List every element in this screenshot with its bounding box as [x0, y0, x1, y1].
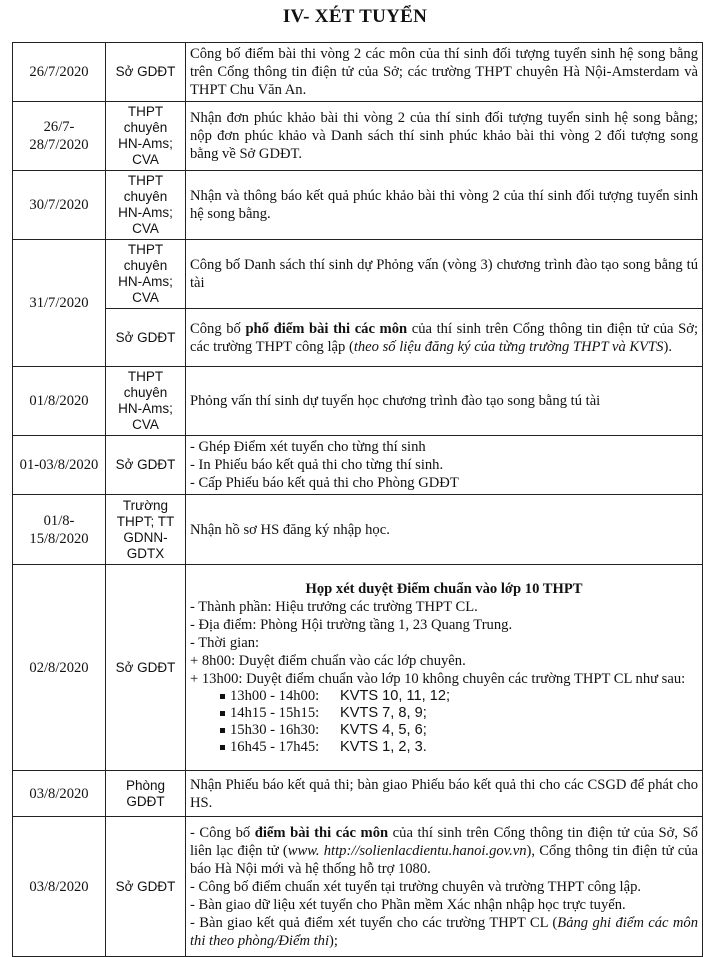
date-cell: 30/7/2020 — [13, 171, 106, 240]
table-row — [13, 565, 703, 771]
agency-cell: Sở GDĐT — [106, 43, 186, 102]
list-item — [230, 722, 698, 739]
content-cell: Nhận và thông báo kết quả phúc khảo bài thi vòng 2 của thí sinh đối tượng tuyển sinh hệ song bằng. — [186, 171, 703, 240]
content-cell: Phỏng vấn thí sinh dự tuyển học chương trình đào tạo song bằng tú tài — [186, 367, 703, 436]
list-item — [230, 705, 698, 722]
table-row — [13, 309, 703, 367]
content-cell: Nhận Phiếu báo kết quả thi; bàn giao Phiếu báo kết quả thi cho các CSGD để phát cho HS. — [186, 771, 703, 817]
list-item — [230, 739, 698, 756]
table-row — [13, 771, 703, 817]
date-cell: 02/8/2020 — [13, 565, 106, 771]
agency-cell: Phòng GDĐT — [106, 771, 186, 817]
table-row — [13, 367, 703, 436]
date-cell: 01-03/8/2020 — [13, 436, 106, 495]
text-run: ). — [663, 338, 672, 355]
italic-text: Bảng ghi điểm các môn thi theo phòng/Điểm thi — [190, 914, 698, 949]
table-row — [13, 240, 703, 309]
content-cell: Nhận hồ sơ HS đăng ký nhập học. — [186, 495, 703, 565]
text-run: của thí sinh trên Cổng thông tin điện tử của Sở; các trường THPT công lập ( — [190, 320, 699, 355]
content-line: - Thời gian: — [190, 634, 260, 651]
slot-kvts: KVTS 10, 11, 12; — [340, 687, 451, 704]
slot-time: 13h00 - 14h00: — [230, 687, 320, 704]
date-cell: 03/8/2020 — [13, 817, 106, 957]
content-line: - Công bố điểm chuẩn xét tuyển tại trường chuyên và trường THPT công lập. — [190, 878, 642, 895]
text-run: - Công bố — [190, 824, 255, 841]
slot-time: 16h45 - 17h45: — [230, 738, 320, 755]
time-slot-list — [190, 688, 698, 756]
list-item — [230, 688, 698, 705]
agency-cell: Sở GDĐT — [106, 565, 186, 771]
content-cell: Nhận đơn phúc khảo bài thi vòng 2 của thí sinh đối tượng tuyển sinh hệ song bằng; nộp đơn phúc khảo và Danh sách thí sinh phúc khảo bài thi vòng 2 đối tượng song bằng về Sở GDĐT. — [186, 102, 703, 171]
content-line: + 8h00: Duyệt điểm chuẩn vào các lớp chuyên. — [190, 652, 466, 669]
content-line: - Cấp Phiếu báo kết quả thi cho Phòng GDĐT — [190, 475, 459, 491]
agency-cell: Sở GDĐT — [106, 309, 186, 367]
agency-cell: Sở GDĐT — [106, 817, 186, 957]
content-cell — [186, 436, 703, 495]
content-line: - Địa điểm: Phòng Hội trường tầng 1, 23 Quang Trung. — [190, 616, 513, 633]
schedule-table — [12, 42, 703, 957]
content-line: - Bàn giao dữ liệu xét tuyển cho Phần mềm Xác nhận nhập học trực tuyến. — [190, 896, 626, 913]
content-line: - Ghép Điểm xét tuyển cho từng thí sinh — [190, 439, 426, 455]
text-run: Công bố — [190, 320, 246, 337]
agency-cell: THPT chuyên HN-Ams; CVA — [106, 171, 186, 240]
slot-kvts: KVTS 7, 8, 9; — [340, 704, 427, 721]
agency-cell: THPT chuyên HN-Ams; CVA — [106, 102, 186, 171]
content-line: + 13h00: Duyệt điểm chuẩn vào lớp 10 không chuyên các trường THPT CL như sau: — [190, 670, 686, 687]
slot-time: 14h15 - 15h15: — [230, 704, 320, 721]
content-line: - In Phiếu báo kết quả thi cho từng thí sinh. — [190, 457, 444, 473]
text-run: ); — [329, 932, 338, 949]
date-cell: 31/7/2020 — [13, 240, 106, 367]
date-cell: 03/8/2020 — [13, 771, 106, 817]
text-run: - Bàn giao kết quả điểm xét tuyển cho các trường THPT CL ( — [190, 914, 558, 931]
link-text: www. http://solienlacdientu.hanoi.gov.vn — [287, 842, 527, 859]
text-run: ), Cổng thông tin điện tử của báo Hà Nội mới và hệ thống hỗ trợ 1080. — [190, 842, 699, 877]
bold-text: phổ điểm bài thi các môn — [245, 320, 408, 337]
slot-kvts: KVTS 1, 2, 3. — [340, 738, 427, 755]
table-row — [13, 495, 703, 565]
content-line — [190, 914, 698, 950]
date-cell: 26/7/2020 — [13, 43, 106, 102]
table-row — [13, 43, 703, 102]
table-row — [13, 817, 703, 957]
agency-cell: Trường THPT; TT GDNN-GDTX — [106, 495, 186, 565]
agency-cell: THPT chuyên HN-Ams; CVA — [106, 240, 186, 309]
date-cell: 01/8/2020 — [13, 367, 106, 436]
section-heading: IV- XÉT TUYỂN — [282, 6, 428, 27]
content-cell — [186, 309, 703, 367]
agency-cell: THPT chuyên HN-Ams; CVA — [106, 367, 186, 436]
table-row — [13, 102, 703, 171]
content-line: - Thành phần: Hiệu trưởng các trường THPT CL. — [190, 598, 478, 615]
italic-text: theo số liệu đăng ký của từng trường THPT và KVTS — [353, 338, 664, 355]
agency-cell: Sở GDĐT — [106, 436, 186, 495]
content-cell — [186, 565, 703, 771]
meeting-title: Họp xét duyệt Điểm chuẩn vào lớp 10 THPT — [305, 580, 583, 597]
table-row — [13, 171, 703, 240]
slot-kvts: KVTS 4, 5, 6; — [340, 721, 427, 738]
date-cell: 26/7-28/7/2020 — [13, 102, 106, 171]
content-line — [190, 824, 698, 878]
date-cell: 01/8-15/8/2020 — [13, 495, 106, 565]
content-cell: Công bố Danh sách thí sinh dự Phỏng vấn (vòng 3) chương trình đào tạo song bằng tú tài — [186, 240, 703, 309]
content-cell — [186, 817, 703, 957]
content-cell: Công bố điểm bài thi vòng 2 các môn của thí sinh đối tượng tuyển sinh hệ song bằng trên Cổng thông tin điện tử của Sở; các trường THPT chuyên Hà Nội-Amsterdam và THPT Chu Văn An. — [186, 43, 703, 102]
slot-time: 15h30 - 16h30: — [230, 721, 320, 738]
table-row — [13, 436, 703, 495]
text-run: của thí sinh trên Cổng thông tin điện tử của Sở, Sổ liên lạc điện tử ( — [190, 824, 698, 859]
bold-text: điểm bài thi các môn — [254, 824, 389, 841]
